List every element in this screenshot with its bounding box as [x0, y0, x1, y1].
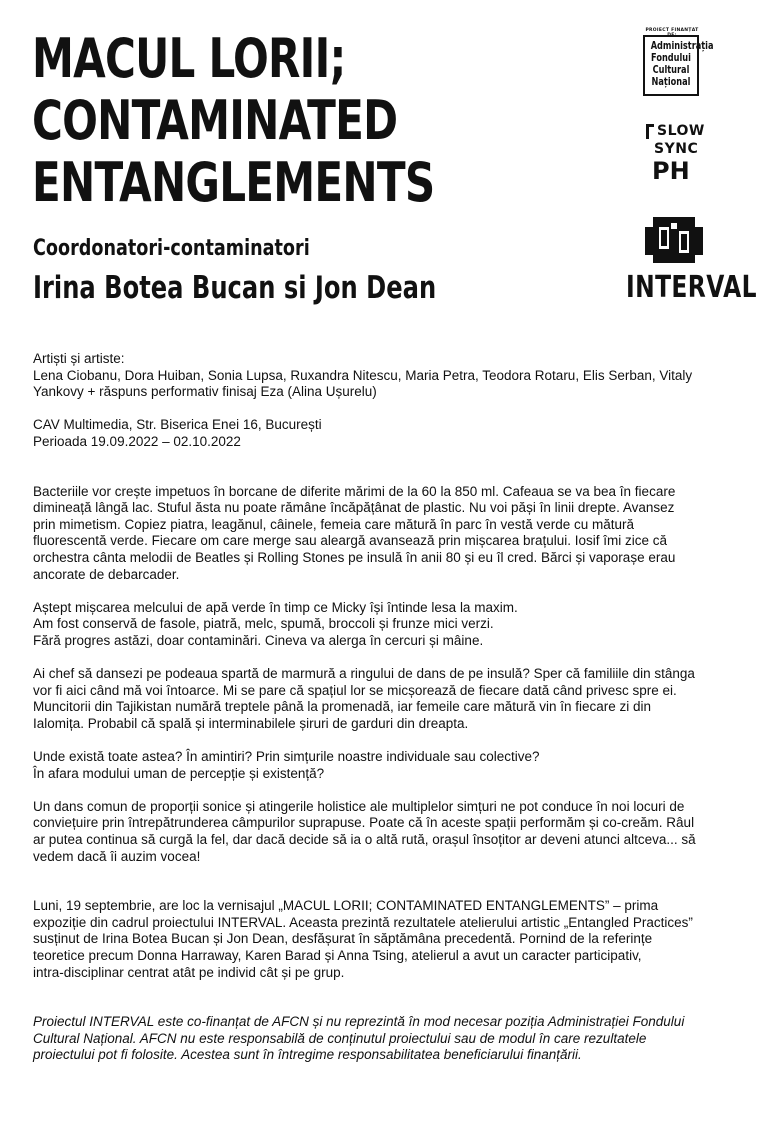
- afcn-logo: [643, 35, 714, 96]
- paragraph-line: Bacteriile vor crește impetuos în borcane de diferite mărimi de la 60 la 850 ml. Cafeaua se va bea în fiecare: [33, 483, 676, 499]
- afcn-logo-line: Cultural: [652, 64, 690, 76]
- document-body: [33, 351, 733, 1064]
- paragraph-line: Aștept mișcarea melcului de apă verde în timp ce Micky își întinde lesa la maxim.: [33, 599, 518, 615]
- slowsync-line: PH: [652, 157, 690, 185]
- paragraph-line: susținut de Irina Botea Bucan și Jon Dean, desfășurat în săptămâna precedentă. Pornind de la referințe: [33, 931, 653, 947]
- disclaimer-line: proiectului pot fi folosite. Acestea sunt în întregime responsabilitatea beneficiarului finanțării.: [33, 1047, 582, 1063]
- title-line: CONTAMINATED: [32, 89, 398, 152]
- afcn-logo-line: Național: [651, 76, 691, 88]
- paragraph-line: Luni, 19 septembrie, are loc la vernisajul „MACUL LORII; CONTAMINATED ENTANGLEMENTS” – prima: [33, 898, 659, 914]
- paragraph-line: conviețuire prin întrepătrunderea câmpurilor suprapuse. Poate că în aceste spații performăm și co-creăm. Râul: [33, 815, 695, 831]
- bracket-icon: [646, 124, 654, 139]
- paragraph-line: ancorate de debarcader.: [33, 566, 180, 582]
- paragraph-line: Un dans comun de proporții sonice și atingerile holistice ale multiplelor simțuri ne pot conduce în noi locuri de: [33, 798, 685, 814]
- title-line: MACUL LORII;: [32, 27, 346, 90]
- paragraph-line: prin mimetism. Copiez piatra, leagănul, câinele, femeia care mătură în parc în vestă verde cu mătură: [33, 516, 635, 532]
- paragraph-line: dimineață lângă lac. Stuful ăsta nu poate rămâne încăpățânat de plastic. Nu voi păși în linii drepte. Avansez: [33, 500, 675, 516]
- coordinators-label: Coordonatori-contaminatori: [33, 236, 310, 261]
- interval-logo-text: INTERVAL: [626, 270, 757, 305]
- slowsync-line: SYNC: [654, 141, 699, 157]
- artists-list: Yankovy + răspuns performativ finisaj Eza (Alina Ușurelu): [33, 384, 377, 400]
- paragraph-line: Fără progres astăzi, doar contaminări. Cineva va alerga în cercuri și mâine.: [33, 632, 484, 648]
- period: Perioada 19.09.2022 – 02.10.2022: [33, 433, 241, 449]
- paragraph-line: intra-disciplinar centrat atât pe individ cât și pe grup.: [33, 964, 345, 980]
- artists-label: Artiști și artiste:: [33, 351, 125, 366]
- afcn-logo-line: Administrația: [650, 40, 714, 52]
- paragraph-line: expoziție din cadrul proiectului INTERVAL. Aceasta prezintă rezultatele atelierului artistic „Entangled Practices”: [33, 914, 693, 930]
- paragraph-line: orchestra cânta melodii de Beatles și Rolling Stones pe insulă în anii 80 și eu îl cred. Bărci și vaporașe erau: [33, 549, 676, 565]
- slowsync-logo: [646, 122, 716, 184]
- paragraph-line: Am fost conservă de fasole, piatră, melc, spumă, broccoli și frunze mici verzi.: [33, 616, 494, 632]
- disclaimer-line: Cultural Național. AFCN nu este responsabilă de conținutul proiectului sau de modul în care rezultatele: [33, 1030, 647, 1046]
- paragraph-line: Muncitorii din Tajikistan numără treptele până la promenadă, iar femeile care mătură vin în fiecare zi din: [33, 699, 652, 715]
- disclaimer-line: Proiectul INTERVAL este co-finanțat de AFCN și nu reprezintă în mod necesar poziția Administrației Fondului: [33, 1014, 685, 1030]
- paragraph-line: vedem dacă îi auzim vocea!: [33, 848, 201, 864]
- funder-caption: PROIECT FINANȚAT DE:: [645, 28, 699, 38]
- slowsync-line: SLOW: [657, 123, 705, 139]
- afcn-logo-line: Fondului: [651, 52, 691, 64]
- paragraph-line: teoretice precum Donna Harraway, Karen Barad și Anna Tsing, atelierul a avut un caracter participativ,: [33, 948, 642, 963]
- artists-list: Lena Ciobanu, Dora Huiban, Sonia Lupsa, Ruxandra Nitescu, Maria Petra, Teodora Rotaru, Elis Serban, Vitaly: [33, 367, 693, 383]
- coordinators-names: Irina Botea Bucan si Jon Dean: [33, 270, 437, 306]
- paragraph-line: Ialomița. Probabil că spală și interminabilele șiruri de garduri din dreapta.: [33, 715, 469, 731]
- paragraph-line: În afara modului uman de percepție și existență?: [33, 765, 325, 781]
- paragraph-line: ar putea continua să curgă la fel, dar dacă decide să ia o altă rută, orașul însoțitor ar deveni atunci altceva... să: [33, 832, 696, 848]
- page-title: [32, 28, 469, 214]
- interval-logo-icon: [645, 213, 703, 265]
- title-line: ENTANGLEMENTS: [32, 151, 435, 214]
- paragraph-line: vor fi aici când mă voi întoarce. Mi se pare că spațiul lor se micșorează de fiecare dată când privesc spre ei.: [33, 682, 677, 698]
- paragraph-line: fluorescentă verde. Fiecare om care merge sau aleargă avansează prin mișcarea brațului. Iosif îmi zice că: [33, 533, 668, 549]
- paragraph-line: Unde există toate astea? În amintiri? Prin simțurile noastre individuale sau colective?: [33, 749, 540, 765]
- venue: CAV Multimedia, Str. Biserica Enei 16, București: [33, 417, 322, 433]
- paragraph-line: Ai chef să dansezi pe podeaua spartă de marmură a ringului de dans de pe insulă? Sper că familiile din stânga: [33, 666, 695, 682]
